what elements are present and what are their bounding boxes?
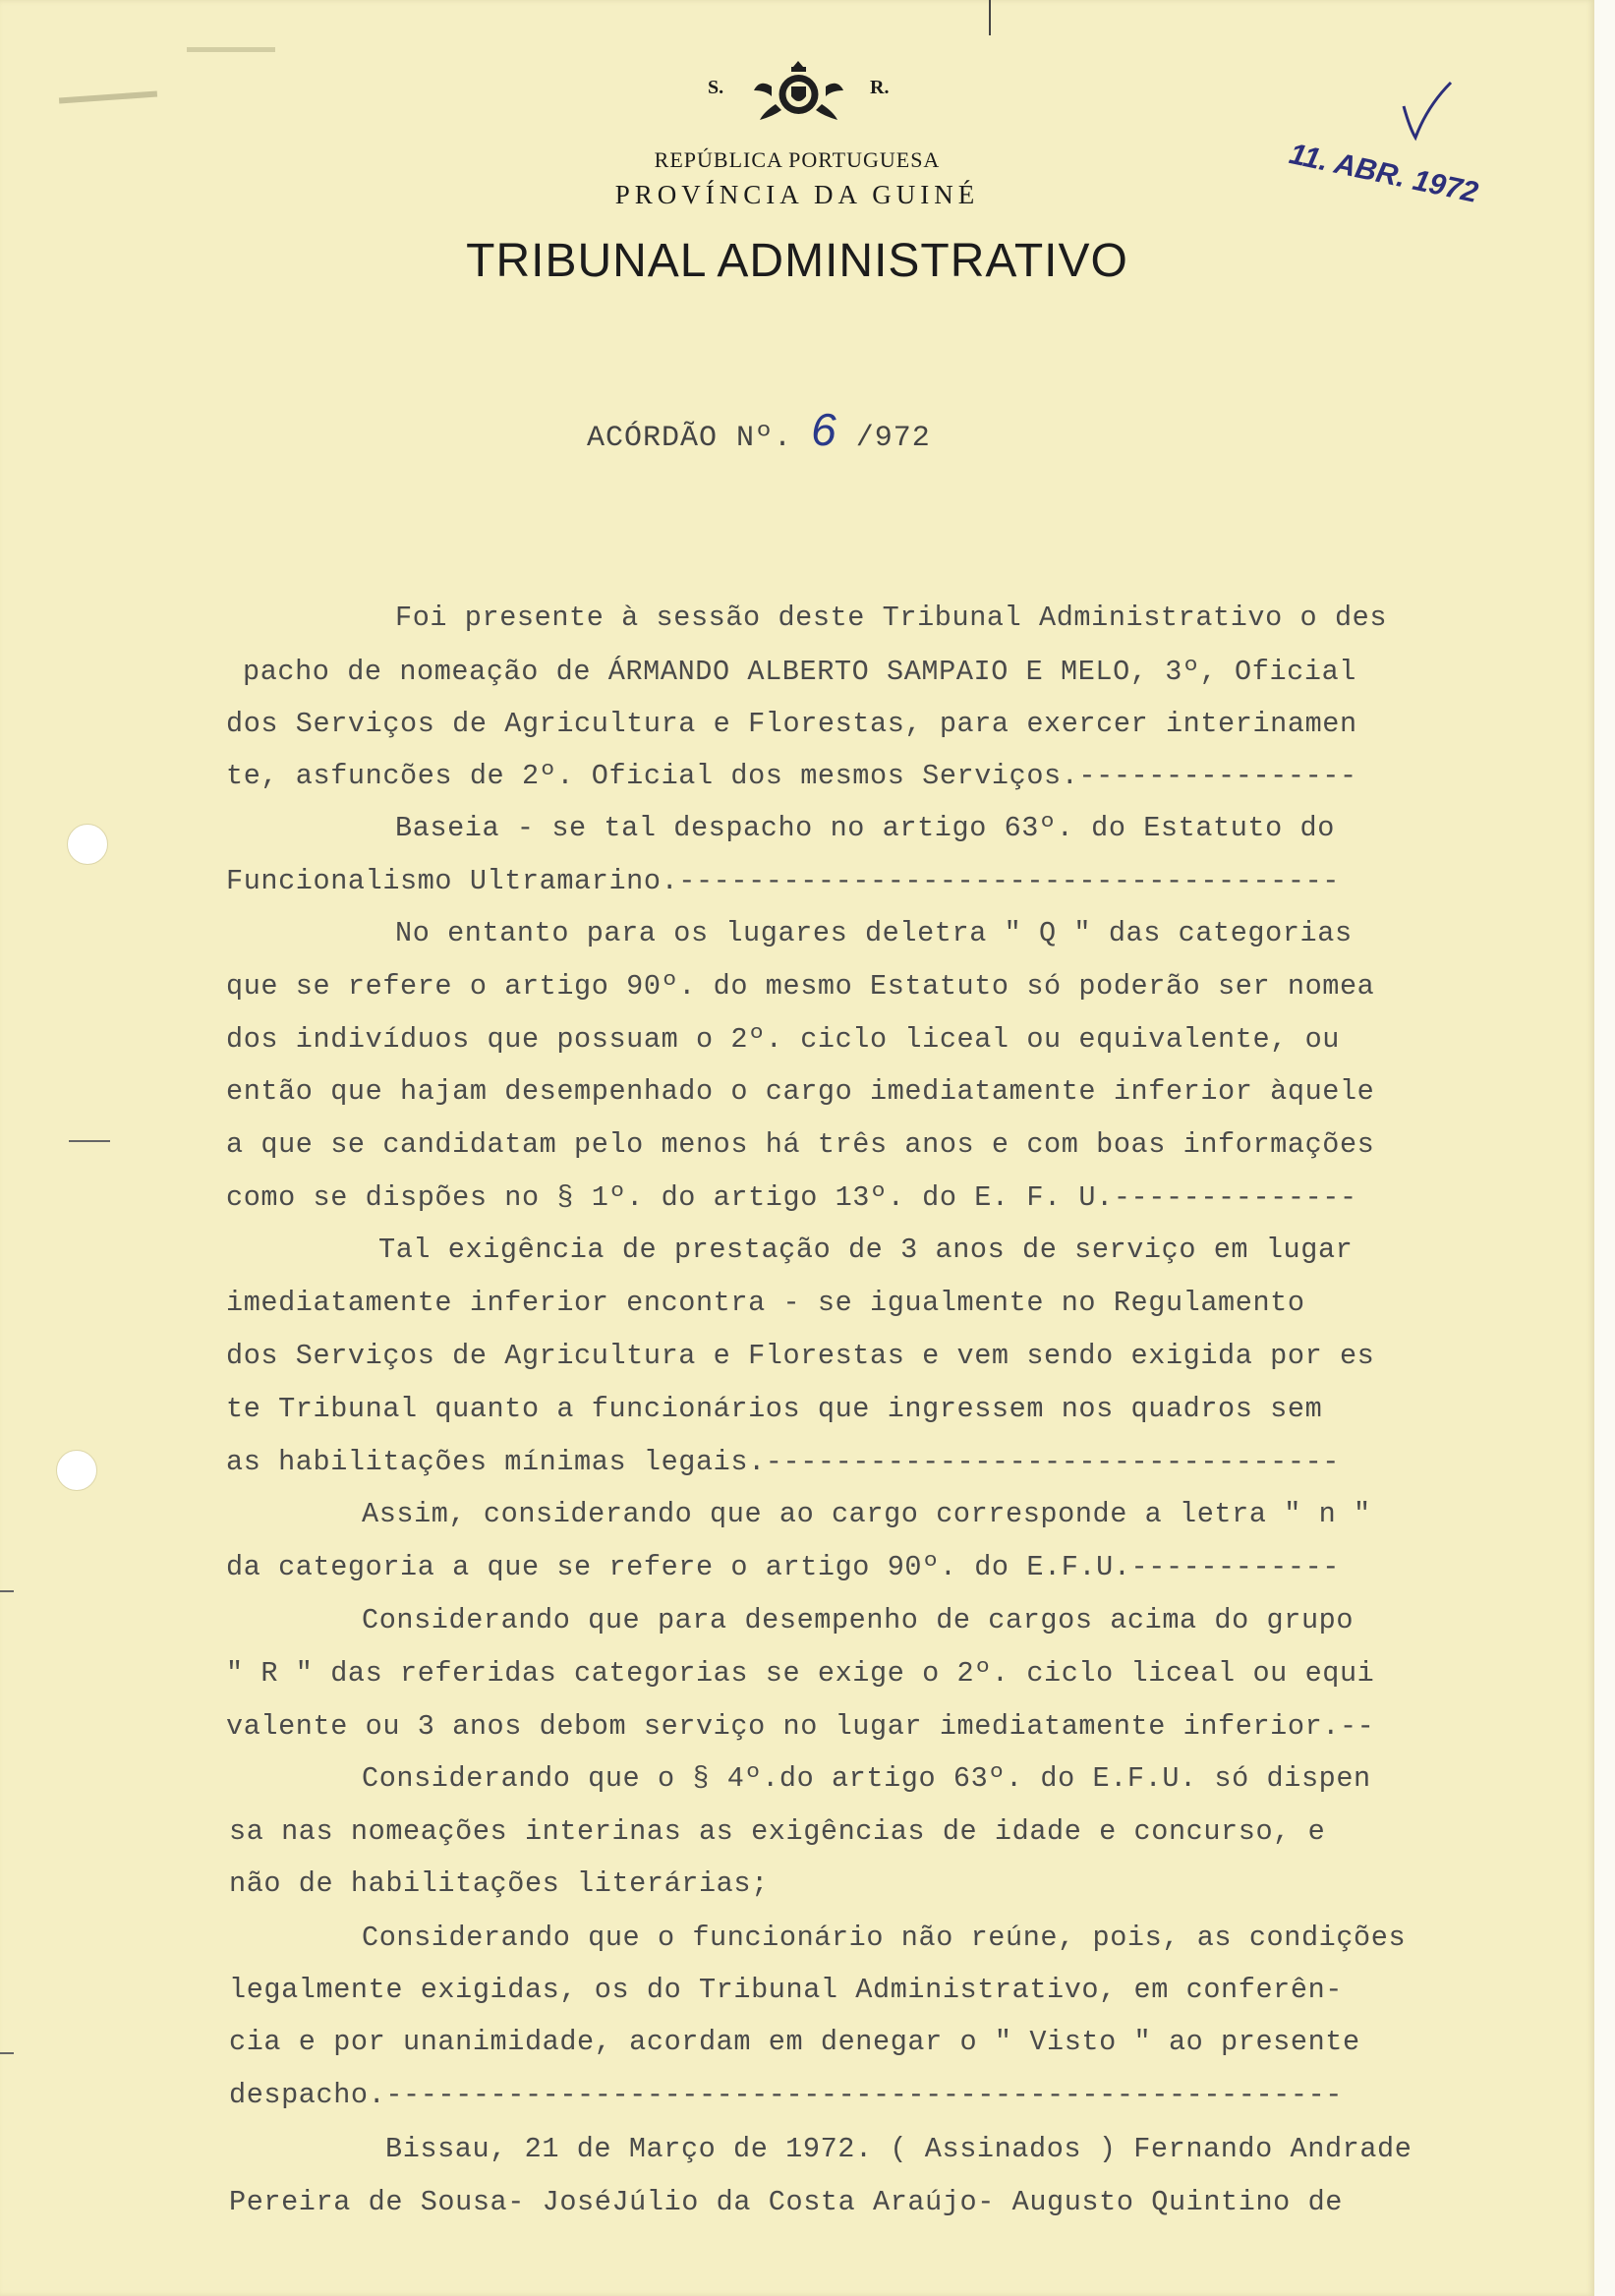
body-line: pacho de nomeação de ÁRMANDO ALBERTO SAMPAIO E MELO, 3º, Oficial (243, 656, 1356, 688)
body-line: não de habilitações literárias; (229, 1867, 769, 1900)
sr-left: S. (708, 77, 724, 98)
acordao-number-line (587, 403, 931, 456)
body-line: " R " das referidas categorias se exige o 2º. ciclo liceal ou equi (226, 1657, 1375, 1690)
body-line: No entanto para os lugares deletra " Q " das categorias (395, 917, 1353, 949)
body-line: valente ou 3 anos debom serviço no lugar imediatamente inferior.-- (226, 1710, 1375, 1743)
body-line: dos Serviços de Agricultura e Florestas e vem sendo exigida por es (226, 1340, 1375, 1372)
body-line: Pereira de Sousa- JoséJúlio da Costa Araújo- Augusto Quintino de (229, 2186, 1343, 2218)
body-line: Assim, considerando que ao cargo corresponde a letra " n " (362, 1498, 1371, 1530)
punch-hole (56, 1450, 97, 1491)
provincia-heading: PROVÍNCIA DA GUINÉ (614, 180, 980, 209)
body-line: a que se candidatam pelo menos há três anos e com boas informações (226, 1128, 1375, 1161)
tribunal-title: TRIBUNAL ADMINISTRATIVO (466, 235, 1128, 287)
body-line: Funcionalismo Ultramarino.-------------------------------------- (226, 865, 1340, 897)
body-line: então que hajam desempenhado o cargo imediatamente inferior àquele (226, 1075, 1375, 1108)
body-line: despacho.------------------------------------------------------- (229, 2079, 1343, 2111)
body-line: Considerando que para desempenho de cargos acima do grupo (362, 1604, 1355, 1636)
body-line: dos Serviços de Agricultura e Florestas, para exercer interinamen (226, 708, 1357, 740)
body-line: te, asfuncões de 2º. Oficial dos mesmos Serviços.---------------- (226, 760, 1357, 792)
punch-hole (67, 824, 108, 865)
acordao-label: ACÓRDÃO (587, 422, 719, 455)
body-line: Considerando que o funcionário não reúne, pois, as condições (362, 1922, 1407, 1954)
republica-heading: REPÚBLICA PORTUGUESA (654, 147, 941, 172)
body-line: dos indivíduos que possuam o 2º. ciclo liceal ou equivalente, ou (226, 1023, 1340, 1056)
body-line: como se dispões no § 1º. do artigo 13º. do E. F. U.-------------- (226, 1181, 1357, 1214)
body-line: Baseia - se tal despacho no artigo 63º. do Estatuto do (395, 812, 1335, 844)
margin-mark (0, 1590, 14, 1592)
body-line: Foi presente à sessão deste Tribunal Administrativo o des (395, 602, 1388, 634)
body-line: que se refere o artigo 90º. do mesmo Estatuto só poderão ser nomea (226, 970, 1375, 1003)
page-edge (1594, 0, 1615, 2296)
date-stamp: 11. ABR. 1972 (1286, 138, 1481, 209)
body-line: cia e por unanimidade, acordam em denegar o " Visto " ao presente (229, 2026, 1360, 2058)
body-line: as habilitações mínimas legais.--------------------------------- (226, 1446, 1340, 1478)
body-line: Tal exigência de prestação de 3 anos de serviço em lugar (378, 1234, 1354, 1266)
body-line: te Tribunal quanto a funcionários que ingressem nos quadros sem (226, 1393, 1323, 1425)
top-tick-mark (989, 0, 991, 35)
margin-mark (69, 1140, 110, 1142)
ink-smudge (187, 47, 275, 52)
body-line: legalmente exigidas, os do Tribunal Administrativo, em conferên- (229, 1974, 1343, 2006)
number-label: Nº. (736, 422, 793, 455)
acordao-year: /972 (855, 422, 931, 455)
coat-of-arms-row (0, 57, 1594, 126)
acordao-number: 6 (811, 404, 837, 455)
body-line: sa nas nomeações interinas as exigências de idade e concurso, e (229, 1815, 1326, 1848)
body-line: da categoria a que se refere o artigo 90º. do E.F.U.------------ (226, 1551, 1340, 1583)
body-line: imediatamente inferior encontra - se igualmente no Regulamento (226, 1287, 1305, 1319)
sr-right: R. (870, 77, 890, 98)
margin-mark (0, 2052, 14, 2054)
coat-of-arms-icon (752, 57, 845, 126)
body-line: Bissau, 21 de Março de 1972. ( Assinados ) Fernando Andrade (385, 2133, 1413, 2165)
handwritten-check-icon (1396, 77, 1455, 145)
body-line: Considerando que o § 4º.do artigo 63º. do E.F.U. só dispen (362, 1762, 1371, 1795)
